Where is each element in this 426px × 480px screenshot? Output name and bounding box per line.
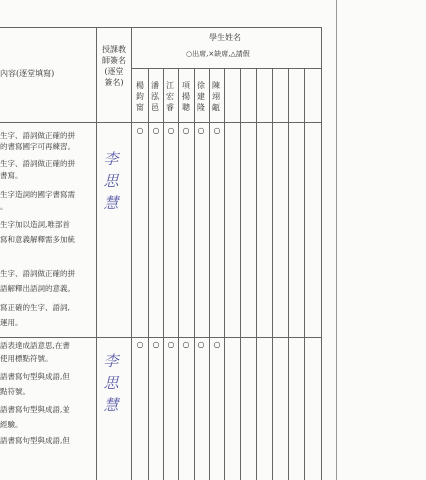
lesson-content-line: 語書寫句型與成語,但 [0, 436, 70, 445]
attendance-mark: ○ [136, 126, 144, 135]
lesson-content-line: 的書寫國字可再練習。 [0, 142, 75, 151]
student-col-border [272, 68, 273, 480]
lesson-content-line: 書寫。 [0, 171, 23, 180]
table-right-border [321, 27, 322, 480]
attendance-legend: ○出席,×缺席,△請假 [186, 50, 250, 58]
lesson-content-line: 語書寫句型與成語,並 [0, 405, 70, 414]
lesson-content-line: 生字、語詞做正確的拼 [0, 159, 75, 168]
lesson-content-line: 。 [0, 202, 8, 211]
student-col-border [240, 68, 241, 480]
lesson-content-line: 寫正確的生字、語詞, [0, 303, 70, 312]
student-col-border [224, 68, 225, 480]
lesson-content-line: 語解釋出語詞的意義。 [0, 284, 75, 293]
lesson-content-line: 點符號。 [0, 387, 30, 396]
student-col-border [288, 68, 289, 480]
attendance-mark: ○ [182, 126, 190, 135]
lesson-content-line: 語表達成語意思,在書 [0, 341, 70, 350]
attendance-mark: ○ [152, 126, 160, 135]
page-edge [336, 0, 337, 480]
student-col-border [178, 68, 179, 480]
student-name: 項揚聰 [182, 81, 190, 112]
attendance-mark: ○ [136, 340, 144, 349]
table-top-border [0, 27, 322, 28]
lesson-content-line: 語書寫句型與成語,但 [0, 372, 70, 381]
student-col-border [163, 68, 164, 480]
students-title-divider [131, 68, 322, 69]
teacher-column-border [131, 27, 132, 480]
lesson-content-line: 生字、語詞做正確的拼 [0, 269, 75, 278]
student-name: 江宏睿 [166, 81, 174, 112]
student-col-border [256, 68, 257, 480]
attendance-mark: ○ [167, 340, 175, 349]
lesson-content-line: 生字、語詞做正確的拼 [0, 131, 75, 140]
teacher-signature: 李思慧 [103, 150, 119, 212]
attendance-mark: ○ [197, 126, 205, 135]
attendance-mark: ○ [213, 340, 221, 349]
attendance-mark: ○ [167, 126, 175, 135]
teacher-column-title: 授課教師簽名(逐堂簽名) [102, 45, 126, 87]
lesson-content-line: 運用。 [0, 318, 23, 327]
student-name: 楊鈞甯 [136, 81, 144, 112]
content-column-title: 內容(逐堂填寫) [0, 69, 55, 78]
students-group-title: 學生姓名 [209, 33, 241, 42]
attendance-mark: ○ [152, 340, 160, 349]
student-col-border [209, 68, 210, 480]
student-name: 潘泓邑 [151, 81, 159, 112]
lesson-content-line: 寫和意義解釋需多加統 [0, 235, 75, 244]
attendance-mark: ○ [197, 340, 205, 349]
student-col-border [148, 68, 149, 480]
lesson-content-line: 經驗。 [0, 420, 23, 429]
attendance-mark: ○ [182, 340, 190, 349]
attendance-mark: ○ [213, 126, 221, 135]
student-name: 陳翊甋 [212, 81, 220, 112]
header-bottom-border [0, 122, 322, 123]
lesson-content-line: 使用標點符號。 [0, 354, 53, 363]
teacher-signature: 李思慧 [103, 352, 119, 414]
row-divider [0, 337, 322, 338]
student-col-border [304, 68, 305, 480]
content-column-border [96, 27, 97, 480]
lesson-content-line: 生字造詞的國字書寫需 [0, 190, 75, 199]
lesson-content-line: 生字加以造詞,唯部首 [0, 220, 70, 229]
student-name: 徐建隆 [197, 81, 205, 112]
